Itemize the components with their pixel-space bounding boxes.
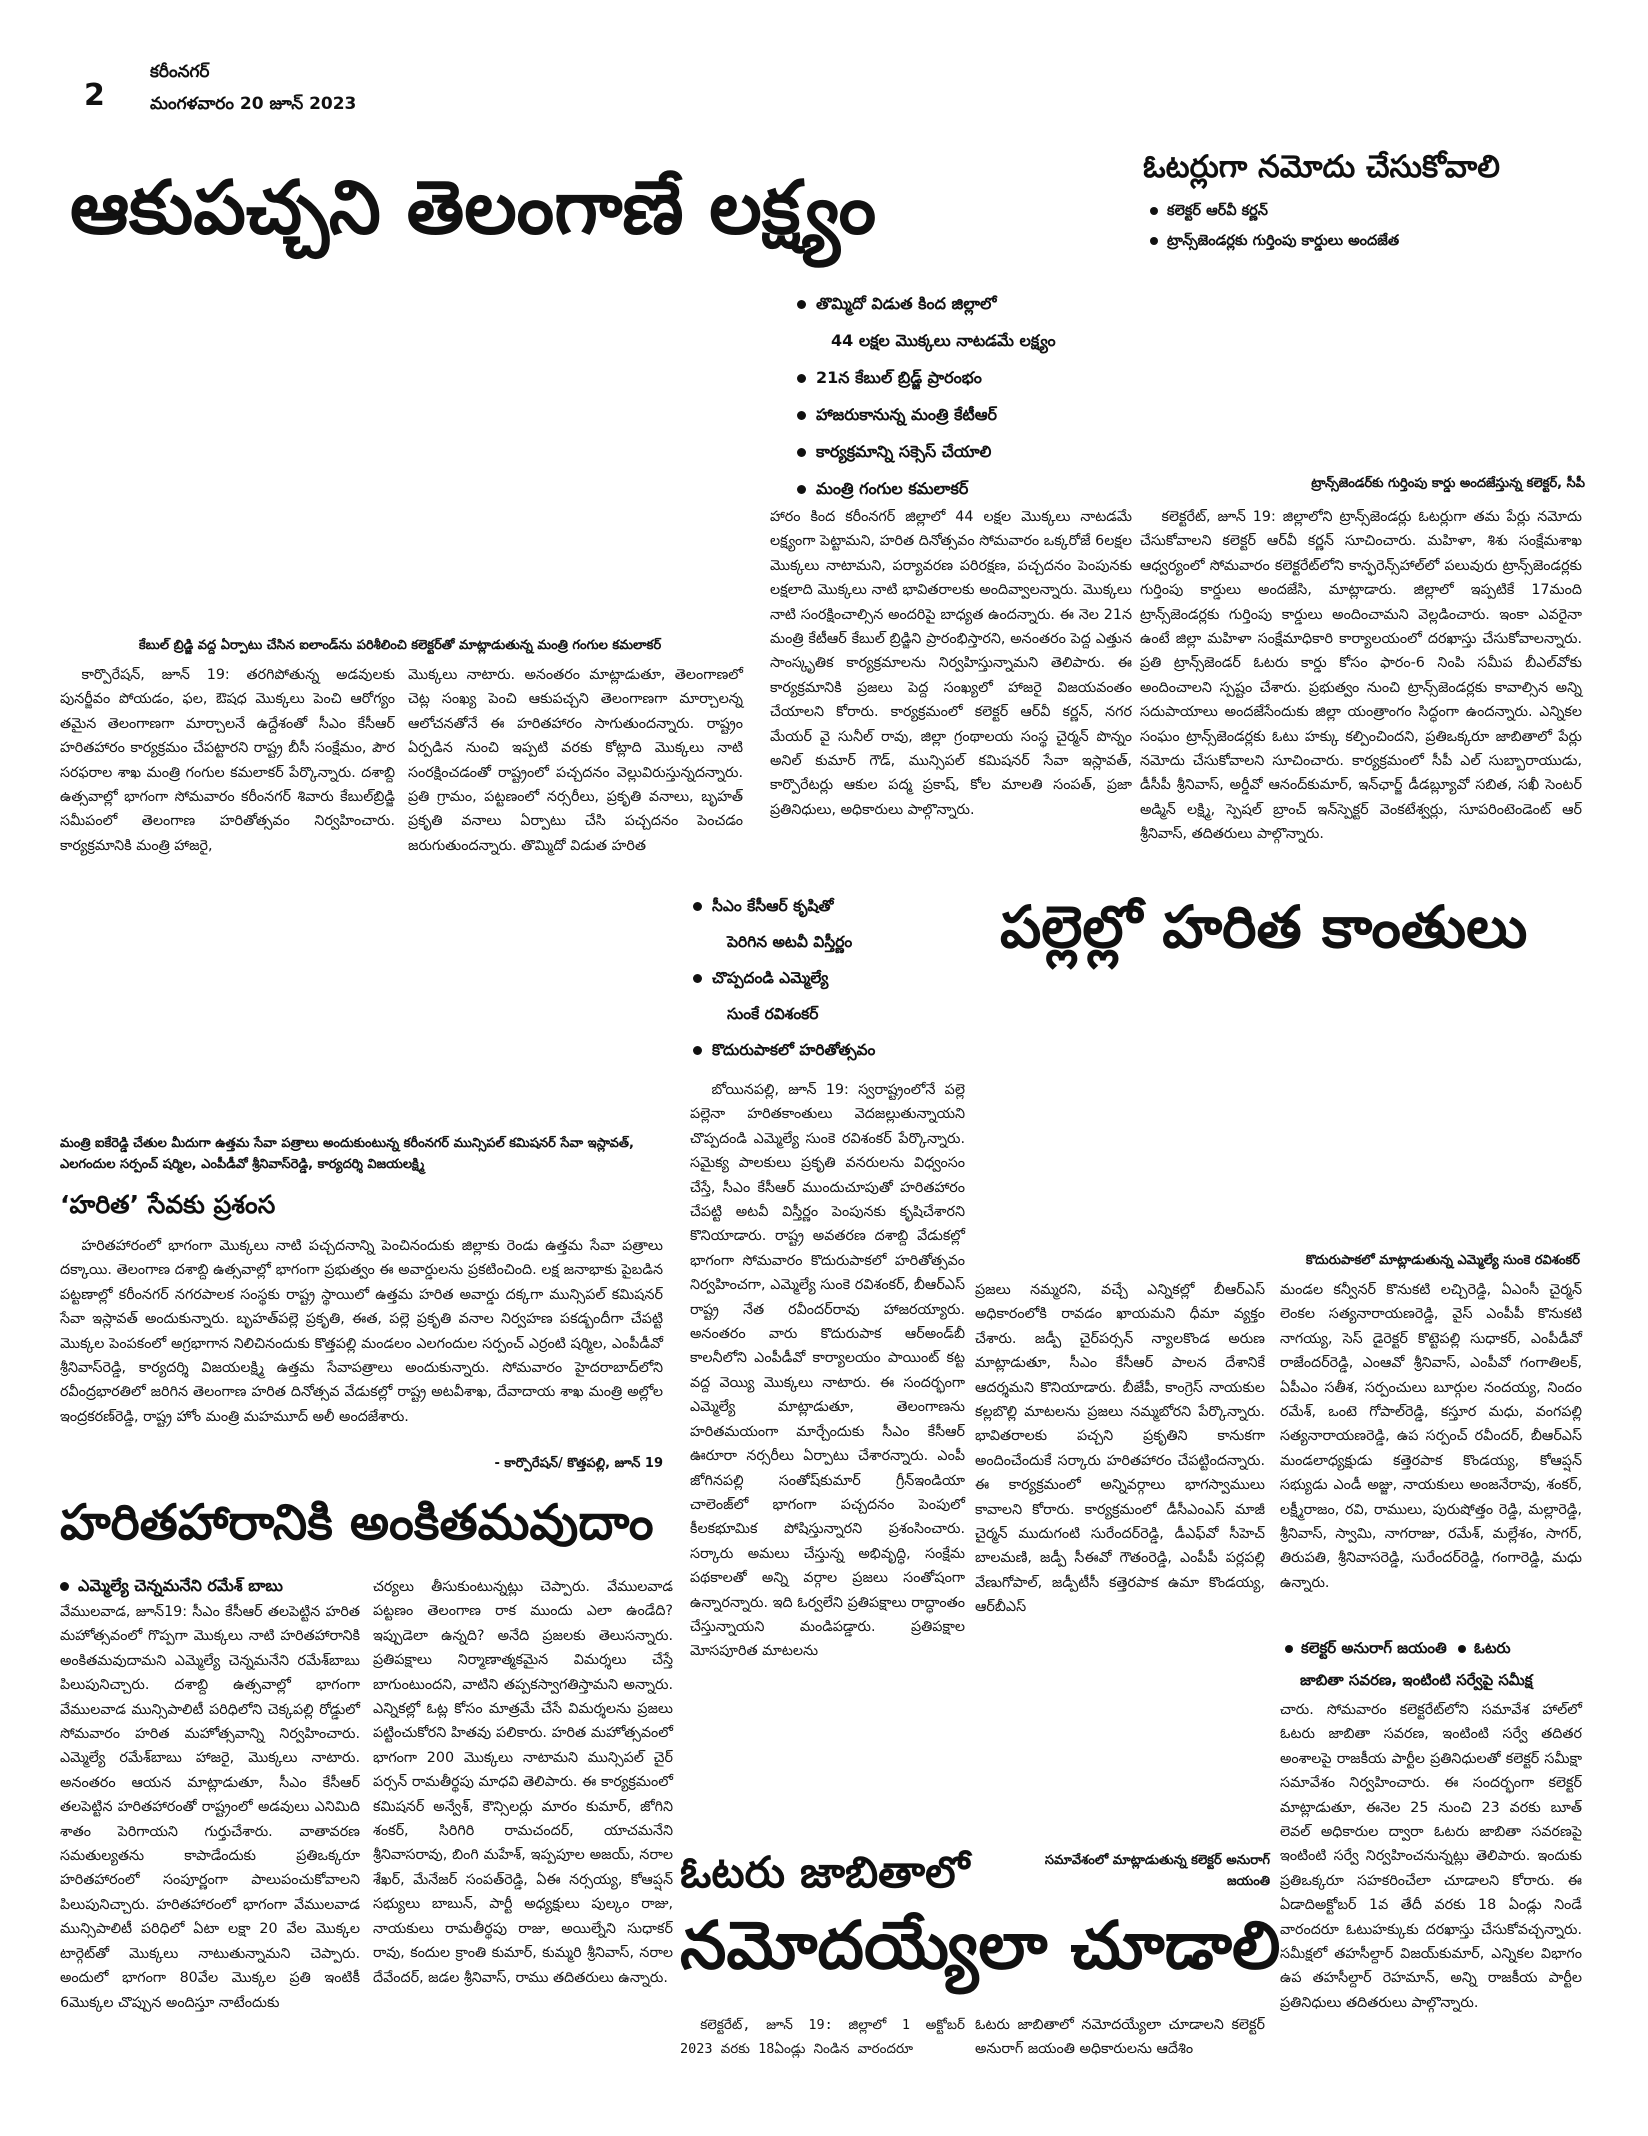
lead-highlight-6: మంత్రి గంగుల కమలాకర్ bbox=[797, 470, 1056, 507]
lead-highlights bbox=[797, 285, 1056, 507]
vemulawada-body-col2: చర్యలు తీసుకుంటున్నట్లు చెప్పారు. వేములవాడ పట్టణం తెలంగాణ రాక ముందు ఎలా ఉండేది? ఇప్పుడెలా ఉన్నది? అనేది ప్రజలకు తెలుసన్నారు. ప్రతిపక్షాలు నిర్మాణాత్మకమైన విమర్శలు చేస్తే బాగుంటుందని, వాటిని తప్పకస్వాగతిస్తామని అన్నారు. ఎన్నికల్లో ఓట్ల కోసం మాత్రమే చేసే విమర్శలను ప్రజలు పట్టించుకోరని హితవు పలికారు. హరిత మహోత్సవంలో భాగంగా 200 మొక్కలు నాటామని మున్సిపల్ చైర్ పర్సన్ రామతీర్థపు మాధవి తెలిపారు. ఈ కార్యక్రమంలో కమిషనర్ అన్వేశ్, కౌన్సిలర్లు మారం కుమార్, జోగిని శంకర్, సిరిగిరి రామచందర్, యాచమనేని శ్రీనివాసరావు, బింగి మహేశ్, ఇప్పపూల అజయ్, నరాల శేఖర్, మేనేజర్ సంపత్‌రెడ్డి, ఏఈ నర్సయ్య, కోఆప్షన్ సభ్యులు బాబున్, పార్టీ అధ్యక్షులు పుల్కం రాజు, నాయకులు రామతీర్థపు రాజు, అయిల్నేని సుధాకర్ రావు, కందుల క్రాంతి కుమార్, కుమ్మరి శ్రీనివాస్, నరాల దేవేందర్, జడల శ్రీనివాస్, రాము తదితరులు ఉన్నారు. bbox=[373, 1579, 673, 1986]
village-headline: పల్లెల్లో హరిత కాంతులు bbox=[1000, 893, 1528, 961]
award-body: హరితహారంలో భాగంగా మొక్కలు నాటి పచ్చదనాన్ని పెంచినందుకు జిల్లాకు రెండు ఉత్తమ సేవా పత్రాలు దక్కాయి. తెలంగాణ దశాబ్ది ఉత్సవాల్లో భాగంగా ప్రభుత్వం ఈ అవార్డులను ప్రకటించింది. లక్ష జనాభాకు పైబడిన పట్టణాల్లో కరీంనగర్ నగరపాలక సంస్థకు రాష్ట్ర స్థాయిలో ఉత్తమ హరిత అవార్డు దక్కగా మున్సిపల్ కమిషనర్ సేవా ఇస్లావత్ అందుకున్నారు. బృహత్‌పల్లె ప్రకృతి, ఈత, పల్లె ప్రకృతి వనాల నిర్వహణ పకడ్బందీగా చేపట్టి మొక్కల పెంపకంలో అగ్రభాగాన నిలిచినందుకు కొత్తపల్లి మండలం ఎలగందుల సర్పంచ్ ఎర్రంటి షర్మిల, ఎంపీడీవో శ్రీనివాస్‌రెడ్డి, కార్యదర్శి విజయలక్ష్మి ఉత్తమ సేవాపత్రాలు అందుకున్నారు. సోమవారం హైదరాబాద్‌లోని రవీంద్రభారతిలో జరిగిన తెలంగాణ హరిత దినోత్సవ వేడుకల్లో రాష్ట్ర అటవీశాఖ, దేవాదాయ శాఖ మంత్రి అల్లోల ఇంద్రకరణ్‌రెడ్డి, రాష్ట్ర హోం మంత్రి మహమూద్ అలీ అందజేశారు. bbox=[60, 1238, 663, 1425]
village-highlights bbox=[693, 888, 875, 1068]
village-body-col3: మండల కన్వీనర్ కొనుకటి లచ్చిరెడ్డి, ఏఎంసీ చైర్మన్ లెంకల సత్యనారాయణరెడ్డి, వైస్ ఎంపీపీ కొనుకటి నాగయ్య, సెస్ డైరెక్టర్ కొట్టెపల్లి సుధాకర్, ఎంపీడీవో రాజేందర్‌రెడ్డి, ఎంఆవో శ్రీనివాస్, ఎంపీవో గంగాతిలక్, ఏపీఎం సతీశ, సర్పంచులు బూర్గుల నందయ్య, నిందం రమేశ్, ఒంటె గోపాల్‌రెడ్డి, కస్తూర మధు, వంగపల్లి సత్యనారాయణరెడ్డి, ఉప సర్పంచ్ రవీందర్, బీఆర్‌ఎస్ మండలాధ్యక్షుడు కత్తెరపాక కొండయ్య, కోఆప్షన్ సభ్యుడు ఎండీ అజ్జు, నాయకులు అంజనేరావు, శంకర్, లక్ష్మీరాజం, రవి, రాములు, పురుషోత్తం రెడ్డి, మల్లారెడ్డి, శ్రీనివాస్, స్వామి, నాగరాజు, రమేశ్, మల్లేశం, సాగర్, తిరుపతి, శ్రీనివాసరెడ్డి, సురేందర్‌రెడ్డి, గంగారెడ్డి, మధు ఉన్నారు. bbox=[1280, 1282, 1582, 1591]
village-body-col2: ప్రజలు నమ్మరని, వచ్చే ఎన్నికల్లో బీఆర్‌ఎస్ అధికారంలోకి రావడం ఖాయమని ధీమా వ్యక్తం చేశారు. జడ్పీ చైర్‌పర్సన్ న్యాలకొండ అరుణ మాట్లాడుతూ, సీఎం కేసీఆర్ పాలన దేశానికే ఆదర్శమని కొనియాడారు. బీజేపీ, కాంగ్రెస్ నాయకుల కల్లబొల్లి మాటలను ప్రజలు నమ్మబోరని పేర్కొన్నారు. భావితరాలకు పచ్చని ప్రకృతిని కానుకగా అందించేందుకే సర్కారు హరితహారం చేపట్టిందన్నారు. ఈ కార్యక్రమంలో అన్నివర్గాలు భాగస్వాములు కావాలని కోరారు. కార్యక్రమంలో డీసీఎంఎస్ మాజీ చైర్మన్ ముదుగంటి సురేందర్‌రెడ్డి, డీఎఫ్‌వో సీహెచ్ బాలమణి, జడ్పీ సీఈవో గౌతంరెడ్డి, ఎంపీపీ పర్లపల్లి వేణుగోపాల్, జడ్పీటీసీ కత్తెరపాక ఉమా కొండయ్య, ఆర్‌బీఎస్ bbox=[975, 1282, 1265, 1616]
voterlist-body-top: చారు. సోమవారం కలెక్టరేట్‌లోని సమావేశ హాల్‌లో ఓటరు జాబితా సవరణ, ఇంటింటి సర్వే తదితర అంశాలపై రాజకీయ పార్టీల ప్రతినిధులతో కలెక్టర్ సమీక్షా సమావేశం నిర్వహించారు. ఈ సందర్భంగా కలెక్టర్ మాట్లాడుతూ, ఈనెల 25 నుంచి 23 వరకు బూత్ లెవల్ అధికారుల ద్వారా ఓటరు జాబితా సవరణపై ఇంటింటి సర్వే నిర్వహించనున్నట్లు తెలిపారు. ఇందుకు ప్రతిఒక్కరూ సహకరించేలా చూడాలని కోరారు. ఈ ఏడాదిఅక్టోబర్ 1వ తేదీ వరకు 18 ఏండ్లు నిండే వారందరూ ఓటుహక్కుకు దరఖాస్తు చేసుకోవచ్చన్నారు. సమీక్షలో తహసీల్దార్ విజయ్‌కుమార్, ఎన్నికల విభాగం ఉప తహసీల్దార్ రెహమాన్, అన్ని రాజకీయ పార్టీల ప్రతినిధులు తదితరులు పాల్గొన్నారు. bbox=[1280, 1702, 1582, 2011]
village-highlight-1: సీఎం కేసీఆర్ కృషితో bbox=[693, 888, 875, 924]
village-highlight-4: సుంకే రవిశంకర్ bbox=[727, 1005, 819, 1023]
lead-highlight-5: కార్యక్రమాన్ని సక్సెస్ చేయాలి bbox=[797, 433, 1056, 470]
lead-body-col1: కార్పొరేషన్, జూన్ 19: తరగిపోతున్న అడవులకు పునర్జీవం పోయడం, ఫల, ఔషధ మొక్కలు పెంచి ఆరోగ్యం తమైన తెలంగాణగా మార్చాలనే ఉద్దేశంతో సీఎం కేసీఆర్ హరితహారం కార్యక్రమం చేపట్టారని రాష్ట్ర బీసీ సంక్షేమం, పౌర సరఫరాల శాఖ మంత్రి గంగుల కమలాకర్ పేర్కొన్నారు. దశాబ్ది ఉత్సవాల్లో భాగంగా సోమవారం కరీంనగర్ శివారు కేబుల్‌బ్రిడ్జి సమీపంలో తెలంగాణ హరితోత్సవం నిర్వహించారు. కార్యక్రమానికి మంత్రి హాజరై, bbox=[60, 667, 395, 854]
voters-photo-caption: ట్రాన్స్‌జెండర్‌కు గుర్తింపు కార్డు అందజేస్తున్న కలెక్టర్, సీపీ bbox=[1311, 476, 1585, 491]
award-photo-caption: మంత్రి ఐకేరెడ్డి చేతుల మీదుగా ఉత్తమ సేవా పత్రాలు అందుకుంటున్న కరీంనగర్ మున్సిపల్ కమిషనర్ సేవా ఇస్లావత్, ఎలగందుల సర్పంచ్ షర్మిల, ఎంపీడీవో శ్రీనివాస్‌రెడ్డి, కార్యదర్శి విజయలక్ష్మి bbox=[60, 1136, 634, 1172]
edition-name: కరీంనగర్ bbox=[150, 62, 210, 82]
voterlist-highlight-1: కలెక్టర్ అనురాగ్ జయంతి ఓటరు bbox=[1285, 1638, 1511, 1659]
lead-body-col2: మొక్కలు నాటారు. అనంతరం మాట్లాడుతూ, తెలంగాణలో చెట్ల సంఖ్య పెంచి ఆకుపచ్చని తెలంగాణగా మార్చాలన్న ఆలోచనతోనే ఈ హరితహారం సాగుతుందన్నారు. రాష్ట్రం ఏర్పడిన నుంచి ఇప్పటి వరకు కోట్లాది మొక్కలు నాటి సంరక్షించడంతో రాష్ట్రంలో పచ్చదనం వెల్లువిరుస్తున్నదన్నారు. ప్రతి గ్రామం, పట్టణంలో నర్సరీలు, ప్రకృతి వనాలు, బృహత్ ప్రకృతి వనాలు ఏర్పాటు చేసి పచ్చదనం పెంచడం జరుగుతుందన్నారు. తొమ్మిదో విడుత హరిత bbox=[408, 667, 743, 854]
voters-highlight-1: కలెక్టర్ ఆర్‌వీ కర్ణన్ bbox=[1150, 196, 1399, 226]
lead-body-col3: హారం కింద కరీంనగర్ జిల్లాలో 44 లక్షల మొక్కలు నాటడమే లక్ష్యంగా పెట్టామని, హరిత దినోత్సవం సోమవారం ఒక్కరోజే 6లక్షల మొక్కలు నాటామని, పర్యావరణ పరిరక్షణ, పచ్చదనం పెంపునకు లక్షలాది మొక్కలు నాటి భావితరాలకు అందివ్వాలన్నారు. మొక్కలు నాటి సంరక్షించాల్సిన అందరిపై బాధ్యత ఉందన్నారు. ఈ నెల 21న మంత్రి కేటీఆర్ కేబుల్ బ్రిడ్జిని ప్రారంభిస్తారని, అనంతరం పెద్ద ఎత్తున సాంస్కృతిక కార్యక్రమాలను నిర్వహిస్తున్నామని తెలిపారు. ఈ కార్యక్రమానికి ప్రజలు పెద్ద సంఖ్యలో హాజరై విజయవంతం చేయాలని కోరారు. కార్యక్రమంలో కలెక్టర్ ఆర్‌వీ కర్ణన్, నగర మేయర్ వై సునీల్ రావు, జిల్లా గ్రంథాలయ సంస్థ చైర్మన్ పొన్నం అనిల్ కుమార్ గౌడ్, మున్సిపల్ కమిషనర్ సేవా ఇస్లావత్, కార్పొరేటర్లు ఆకుల పద్మ ప్రకాష్, కోల మాలతి సంపత్, ప్రజా ప్రతినిధులు, అధికారులు పాల్గొన్నారు. bbox=[770, 509, 1132, 818]
voterlist-body-col1: కలెక్టరేట్, జూన్ 19: జిల్లాలో 1 అక్టోబర్ 2023 వరకు 18ఏండ్లు నిండిన వారందరూ bbox=[680, 2017, 965, 2058]
issue-date: మంగళవారం 20 జూన్ 2023 bbox=[150, 94, 357, 114]
voters-headline: ఓటర్లుగా నమోదు చేసుకోవాలి bbox=[1143, 149, 1500, 185]
vemulawada-body-col1: వేములవాడ, జూన్19: సీఎం కేసీఆర్ తలపెట్టిన హరిత మహోత్సవంలో గొప్పగా మొక్కలు నాటి హరితహారానికి అంకితమవుదామని ఎమ్మెల్యే చెన్నమనేని రమేశ్‌బాబు పిలుపునిచ్చారు. దశాబ్ది ఉత్సవాల్లో భాగంగా వేములవాడ మున్సిపాలిటీ పరిధిలోని చెక్కపల్లి రోడ్డులో సోమవారం హరిత మహోత్సవాన్ని నిర్వహించారు. ఎమ్మెల్యే రమేశ్‌బాబు హాజరై, మొక్కలు నాటారు. అనంతరం ఆయన మాట్లాడుతూ, సీఎం కేసీఆర్ తలపెట్టిన హరితహారంతో రాష్ట్రంలో అడవులు ఎనిమిది శాతం పెరిగాయని గుర్తుచేశారు. వాతావరణ సమతుల్యతను కాపాడేందుకు ప్రతిఒక్కరూ హరితహారంలో సంపూర్ణంగా పాలుపంచుకోవాలని పిలుపునిచ్చారు. హరితహారంలో భాగంగా వేములవాడ మున్సిపాలిటీ పరిధిలో ఏటా లక్షా 20 వేల మొక్కల టార్గెట్‌తో మొక్కలు నాటుతున్నామని చెప్పారు. అందులో భాగంగా 80వేల మొక్కల ప్రతి ఇంటికీ 6మొక్కల చొప్పున అందిస్తూ నాటేందుకు bbox=[60, 1604, 360, 2011]
village-highlight-3: చొప్పదండి ఎమ్మెల్యే bbox=[693, 960, 875, 996]
page-number: 2 bbox=[84, 78, 105, 113]
voterlist-headline-line2: నమోదయ్యేలా చూడాలి bbox=[680, 1907, 1281, 1984]
vemulawada-headline: హరితహారానికి అంకితమవుదాం bbox=[60, 1494, 654, 1551]
voters-highlights bbox=[1150, 196, 1399, 256]
lead-highlight-3: 21న కేబుల్ బ్రిడ్జ్ ప్రారంభం bbox=[797, 359, 1056, 396]
village-highlight-2: పెరిగిన అటవీ విస్తీర్ణం bbox=[727, 933, 853, 951]
voterlist-highlight-2: జాబితా సవరణ, ఇంటింటి సర్వేపై సమీక్ష bbox=[1300, 1671, 1533, 1689]
voterlist-body-col2: ఓటరు జాబితాలో నమోదయ్యేలా చూడాలని కలెక్టర్ అనురాగ్ జయంతి అధికారులను ఆదేశిం bbox=[975, 2017, 1265, 2058]
voters-body: కలెక్టరేట్, జూన్ 19: జిల్లాలోని ట్రాన్స్‌జెండర్లు ఓటర్లుగా తమ పేర్లు నమోదు చేసుకోవాలని కలెక్టర్ ఆర్‌వీ కర్ణన్ సూచించారు. మహిళా, శిశు సంక్షేమశాఖ ఆధ్వర్యంలో సోమవారం కలెక్టరేట్‌లోని కాన్ఫరెన్స్‌హాల్‌లో పలువురు ట్రాన్స్‌జెండర్లకు గుర్తింపు కార్డులు అందజేసి, మాట్లాడారు. జిల్లాలో ఇప్పటికే 17మంది ట్రాన్స్‌జెండర్లకు గుర్తింపు కార్డులు అందించామని వెల్లడించారు. ఇంకా ఎవరైనా ఉంటే జిల్లా మహిళా సంక్షేమాధికారి కార్యాలయంలో దరఖాస్తు చేసుకోవాలన్నారు. ప్రతి ట్రాన్స్‌జెండర్ ఓటరు కార్డు కోసం ఫారం-6 నింపి సమీప బీఎల్‌వోకు అందించాలని స్పష్టం చేశారు. ప్రభుత్వం నుంచి ట్రాన్స్‌జెండర్లకు కావాల్సిన అన్ని సదుపాయాలు అందజేసేందుకు జిల్లా యంత్రాంగం సిద్ధంగా ఉందన్నారు. ఎన్నికల సంఘం ట్రాన్స్‌జెండర్లకు ఓటు హక్కు కల్పించిందని, ప్రతిఒక్కరూ జాబితాలో పేర్లు నమోదు చేసుకోవాలని సూచించారు. కార్యక్రమంలో సీపీ ఎల్ సుబ్బారాయుడు, డీసీపీ శ్రీనివాస్, అర్డీవో ఆనంద్‌కుమార్, ఇన్‌ఛార్జ్ డీడబ్ల్యూవో సబిత, సఖీ సెంటర్ అడ్మిన్ లక్ష్మి, స్పెషల్ బ్రాంచ్ ఇన్‌స్పెక్టర్ వెంకటేశ్వర్లు, సూపరింటెండెంట్ ఆర్ శ్రీనివాస్, తదితరులు పాల్గొన్నారు. bbox=[1140, 509, 1582, 843]
village-photo-caption: కొదురుపాకలో మాట్లాడుతున్న ఎమ్మెల్యే సుంకె రవిశంకర్ bbox=[1305, 1253, 1580, 1268]
award-byline: - కార్పొరేషన్/ కొత్తపల్లి, జూన్ 19 bbox=[494, 1456, 663, 1471]
lead-headline: ఆకుపచ్చని తెలంగాణే లక్ష్యం bbox=[70, 165, 877, 251]
lead-highlight-1: తొమ్మిదో విడుత కింద జిల్లాలో bbox=[797, 285, 1056, 322]
voters-highlight-2: ట్రాన్స్‌జెండర్లకు గుర్తింపు కార్డులు అందజేత bbox=[1150, 226, 1399, 256]
voterlist-headline-line1: ఓటరు జాబితాలో bbox=[680, 1848, 970, 1898]
voterlist-photo-caption: సమావేశంలో మాట్లాడుతున్న కలెక్టర్ అనురాగ్ జయంతి bbox=[1044, 1853, 1270, 1889]
lead-highlight-4: హాజరుకానున్న మంత్రి కేటీఆర్ bbox=[797, 396, 1056, 433]
lead-photo-caption: కేబుల్ బ్రిడ్జి వద్ద ఏర్పాటు చేసిన ఐలాండ్‌ను పరిశీలించి కలెక్టర్‌తో మాట్లాడుతున్న మంత్రి గంగుల కమలాకర్ bbox=[138, 638, 662, 653]
village-highlight-5: కొదురుపాకలో హరితోత్సవం bbox=[693, 1032, 875, 1068]
lead-highlight-2: 44 లక్షల మొక్కలు నాటడమే లక్ష్యం bbox=[831, 331, 1056, 350]
village-body-col1: బోయినపల్లి, జూన్ 19: స్వరాష్ట్రంలోనే పల్లె పల్లెనా హరితకాంతులు వెదజల్లుతున్నాయని చొప్పదండి ఎమ్మెల్యే సుంకె రవిశంకర్ పేర్కొన్నారు. సమైక్య పాలకులు ప్రకృతి వనరులను విధ్వంసం చేస్తే, సీఎం కేసీఆర్ ముందుచూపుతో హరితహారం చేపట్టి అటవీ విస్తీర్ణం పెంపునకు కృషిచేశారని కొనియాడారు. రాష్ట్ర అవతరణ దశాబ్ది వేడుకల్లో భాగంగా సోమవారం కొదురుపాకలో హరితోత్సవం నిర్వహించగా, ఎమ్మెల్యే సుంకె రవిశంకర్, బీఆర్‌ఎస్ రాష్ట్ర నేత రవీందర్‌రావు హాజరయ్యారు. అనంతరం వారు కొదురుపాక ఆర్‌అండ్‌బీ కాలనీలోని ఎంపీడీవో కార్యాలయం పాయింట్ కట్ట వద్ద వెయ్యి మొక్కలు నాటారు. ఈ సందర్భంగా ఎమ్మెల్యే మాట్లాడుతూ, తెలంగాణను హరితమయంగా మార్చేందుకు సీఎం కేసీఆర్ ఊరూరా నర్సరీలు ఏర్పాటు చేశారన్నారు. ఎంపీ జోగినపల్లి సంతోష్‌కుమార్ గ్రీన్‌ఇండియా చాలెంజ్‌లో భాగంగా పచ్చదనం పెంపులో కీలకభూమిక పోషిస్తున్నారని ప్రశంసించారు. సర్కారు అమలు చేస్తున్న అభివృద్ధి, సంక్షేమ పథకాలతో అన్ని వర్గాల ప్రజలు సంతోషంగా ఉన్నారన్నారు. ఇది ఓర్వలేని ప్రతిపక్షాలు రాద్ధాంతం చేస్తున్నాయని మండిపడ్డారు. ప్రతిపక్షాల మోసపూరిత మాటలను bbox=[690, 1082, 965, 1660]
vemulawada-highlight: ఎమ్మెల్యే చెన్నమనేని రమేశ్ బాబు bbox=[60, 1575, 283, 1596]
award-headline: ‘హరిత’ సేవకు ప్రశంస bbox=[60, 1190, 276, 1219]
